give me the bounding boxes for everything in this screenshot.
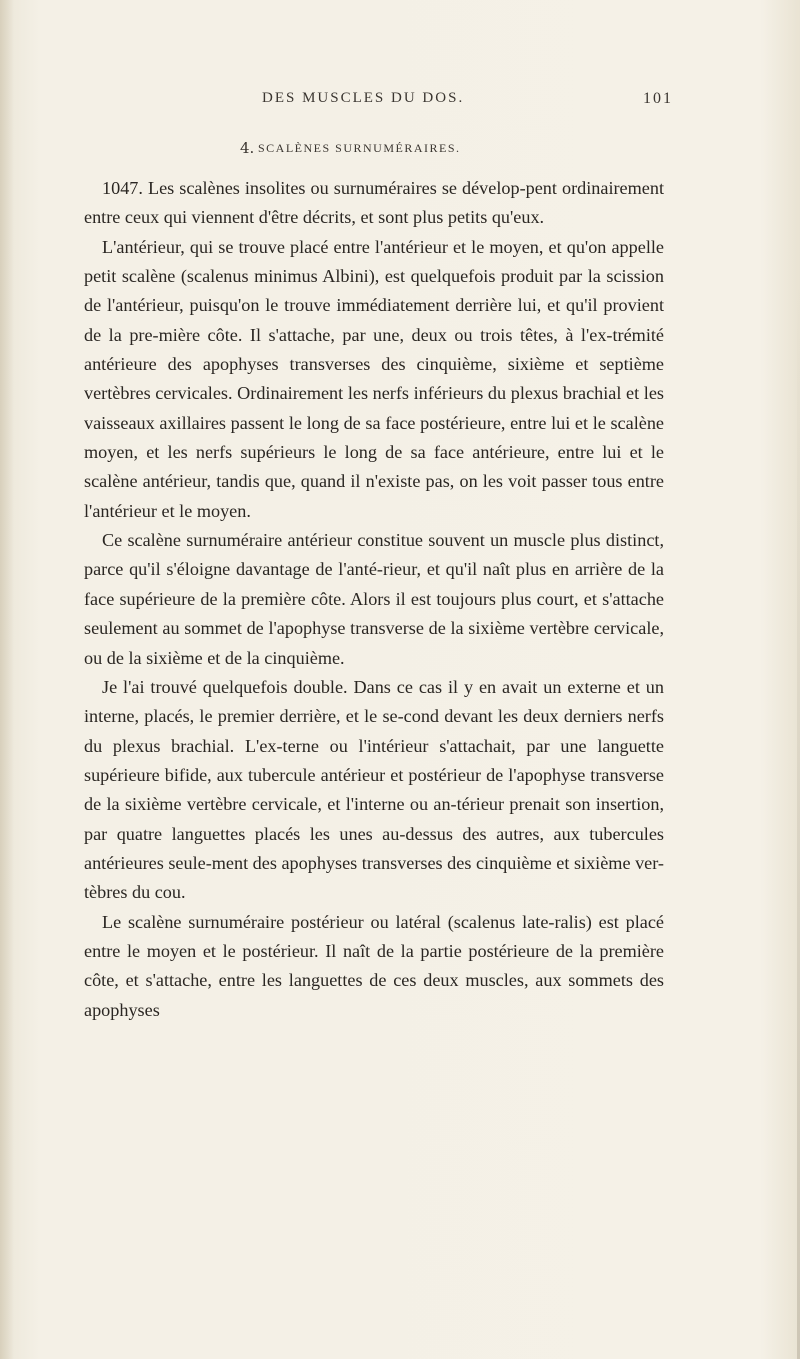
running-head: [0, 88, 800, 112]
paragraph-anterior: L'antérieur, qui se trouve placé entre l'antérieur et le moyen, et qu'on appelle petit scalène (scalenus minimus Albini), est quelquefois produit par la scission de l'antérieur, puisqu'on le trouve immédiatement derrière lui, et qu'il provient de la pre-mière côte. Il s'attache, par une, deux ou trois têtes, à l'ex-trémité antérieure des apophyses transverses des cinquième, sixième et septième vertèbres cervicales. Ordinairement les nerfs inférieurs du plexus brachial et les vaisseaux axillaires passent le long de sa face postérieure, entre lui et le scalène moyen, et les nerfs supérieurs le long de sa face antérieure, entre lui et le scalène antérieur, tandis que, quand il n'existe pas, on les voit passer tous entre l'antérieur et le moyen.: [84, 236, 664, 521]
paragraph-1047: 1047. Les scalènes insolites ou surnuméraires se dévelop-pent ordinairement entre ceux qui viennent d'être décrits, et sont plus petits qu'eux.: [84, 178, 664, 228]
paragraph-double: Je l'ai trouvé quelquefois double. Dans ce cas il y en avait un externe et un interne, placés, le premier derrière, et le se-cond devant les deux derniers nerfs du plexus brachial. L'ex-terne ou l'intérieur s'attachait, par une languette supérieure bifide, aux tubercule antérieur et postérieur de l'apophyse transverse de la sixième vertèbre cervicale, et l'interne ou an-térieur prenait son insertion, par quatre languettes placés les unes au-dessus des autres, aux tubercules antérieures seule-ment des apophyses transverses des cinquième et sixième ver-tèbres du cou.: [84, 676, 664, 903]
section-heading: [0, 139, 800, 159]
page-binding-shadow: [0, 0, 14, 1359]
running-title: DES MUSCLES DU DOS.: [262, 90, 465, 106]
section-number: 4.: [240, 139, 255, 157]
paragraph-distinct-muscle: Ce scalène surnuméraire antérieur constitue souvent un muscle plus distinct, parce qu'il s'éloigne davantage de l'anté-rieur, et qu'il naît plus en arrière de la face supérieure de la première côte. Alors il est toujours plus court, et s'attache seulement au sommet de l'apophyse transverse de la sixième vertèbre cervicale, ou de la sixième et de la cinquième.: [84, 530, 664, 668]
section-title: SCALÈNES SURNUMÉRAIRES.: [258, 141, 461, 155]
page-number: 101: [643, 90, 673, 107]
paragraph-posterior: Le scalène surnuméraire postérieur ou latéral (scalenus late-ralis) est placé entre le moyen et le postérieur. Il naît de la partie postérieure de la première côte, et s'attache, entre les languettes de ces deux muscles, aux sommets des apophyses: [84, 911, 664, 1020]
body-text: [84, 174, 664, 1025]
